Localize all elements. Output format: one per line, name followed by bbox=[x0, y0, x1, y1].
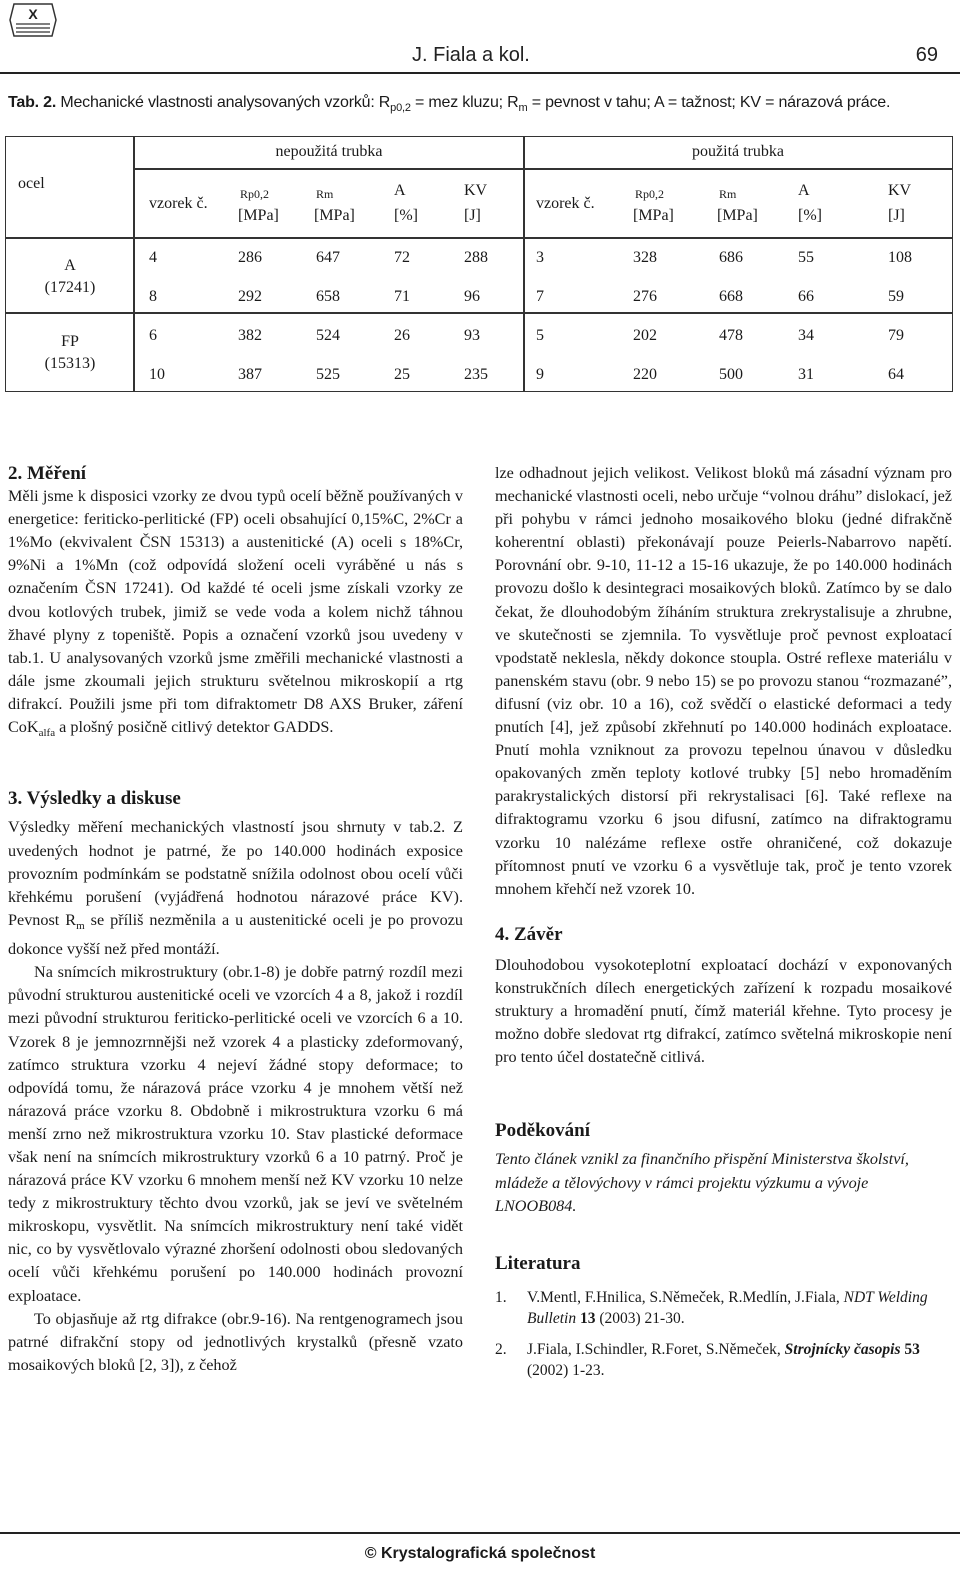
reference-journal: NDT Welding Bulletin bbox=[527, 1288, 928, 1327]
running-header bbox=[360, 44, 938, 68]
col-kv-unit: [J] bbox=[464, 207, 481, 224]
table-cell: 686 bbox=[719, 249, 743, 266]
table-cell: 96 bbox=[464, 288, 480, 305]
table-cell: 26 bbox=[394, 327, 410, 344]
table-cell: 286 bbox=[238, 249, 262, 266]
caption-part: = mez kluzu; R bbox=[410, 94, 519, 111]
svg-text:X: X bbox=[28, 6, 38, 22]
reference-pages: (2003) 21-30. bbox=[595, 1309, 685, 1327]
group-used-header: použitá trubka bbox=[692, 143, 784, 160]
reference-journal: Strojnícky časopis bbox=[784, 1340, 901, 1358]
text: se příliš nezměnila a u austenitické oceli je po provozu dokonce vyšší než před montáží. bbox=[8, 910, 463, 959]
section-2-title: 2. Měření bbox=[8, 463, 87, 484]
table-cell: 658 bbox=[316, 288, 340, 305]
table-divider bbox=[133, 137, 135, 391]
reference-number: 1. bbox=[495, 1288, 507, 1306]
col-a-unit: [%] bbox=[394, 207, 418, 224]
subscript: m bbox=[76, 920, 85, 933]
text: a plošný posičně citlivý detektor GADDS. bbox=[55, 718, 334, 737]
text: Výsledky měření mechanických vlastností jsou shrnuty v tab.2. Z uvedených hodnot je patrné, že po 140.000 hodinách exposice provozním podmínkám se podstatně snížila odolnost obou ocelí vůči křehkému porušení (vyjádřená hodnotou nárazové práce KV). Pevnost R bbox=[8, 818, 463, 929]
right-column bbox=[495, 462, 952, 1391]
table-cell: 10 bbox=[149, 366, 165, 383]
left-column bbox=[8, 462, 463, 1377]
caption-sub: m bbox=[518, 102, 528, 115]
table-caption bbox=[8, 94, 952, 114]
table-cell: 387 bbox=[238, 366, 262, 383]
literature-title: Literatura bbox=[495, 1252, 581, 1274]
table-cell: 59 bbox=[888, 288, 904, 305]
table-cell: 34 bbox=[798, 327, 814, 344]
col-kv-header-used: KV bbox=[888, 182, 912, 199]
caption-part: = pevnost v tahu; A = tažnost; KV = nárazová práce. bbox=[527, 94, 891, 111]
table-divider bbox=[523, 137, 525, 391]
acknowledgement-text: Tento článek vznikl za finančního přispění Ministerstva školství, mládeže a tělovýchovy v rámci projektu výzkumu a vývoje LNOOB084. bbox=[495, 1150, 909, 1215]
footer-rule bbox=[0, 1532, 960, 1534]
section-4-title: 4. Závěr bbox=[495, 923, 563, 945]
caption-sub: p0,2 bbox=[390, 102, 411, 115]
table-cell: 5 bbox=[536, 327, 544, 344]
reference-volume: 53 bbox=[900, 1340, 920, 1358]
table-cell: 288 bbox=[464, 249, 488, 266]
page-number: 69 bbox=[915, 44, 938, 66]
section-2-paragraph bbox=[8, 485, 463, 745]
table-cell: 79 bbox=[888, 327, 904, 344]
header-rule bbox=[0, 72, 960, 74]
col-rp-unit-used: [MPa] bbox=[633, 207, 674, 224]
reference-item bbox=[495, 1287, 952, 1329]
table-cell: 8 bbox=[149, 288, 157, 305]
running-header-authors: J. Fiala a kol. bbox=[412, 44, 530, 66]
col-steel-header: ocel bbox=[18, 175, 45, 192]
acknowledgement-title: Poděkování bbox=[495, 1120, 591, 1142]
steel-fp-name: FP bbox=[61, 333, 79, 350]
reference-volume: 13 bbox=[576, 1309, 596, 1327]
col-rp-unit: [MPa] bbox=[238, 207, 279, 224]
col-a-unit-used: [%] bbox=[798, 207, 822, 224]
table-cell: 4 bbox=[149, 249, 157, 266]
col-a-header: A bbox=[394, 182, 406, 199]
col-rp-header-used: Rp0,2 bbox=[635, 187, 665, 201]
col-rp-header: Rp0,2 bbox=[240, 187, 270, 201]
table-cell: 55 bbox=[798, 249, 814, 266]
col-rm-unit: [MPa] bbox=[314, 207, 355, 224]
caption-label: Tab. 2. bbox=[8, 94, 57, 111]
col-rm-header: Rm bbox=[316, 187, 334, 201]
steel-fp-code: (15313) bbox=[44, 355, 96, 372]
section-3-title: 3. Výsledky a diskuse bbox=[8, 788, 181, 810]
col-rm-header-used: Rm bbox=[719, 187, 737, 201]
col-sample-header: vzorek č. bbox=[149, 195, 208, 212]
reference-authors: J.Fiala, I.Schindler, R.Foret, S.Němeček, bbox=[527, 1340, 785, 1358]
caption-part: Mechanické vlastnosti analysovaných vzorků: R bbox=[56, 94, 391, 111]
col-a-header-used: A bbox=[798, 182, 810, 199]
table-cell: 7 bbox=[536, 288, 544, 305]
section-3-paragraph-2: Na snímcích mikrostruktury (obr.1-8) je dobře patrný rozdíl mezi původní strukturou austenitické oceli ve vzorcích 4 a 8, jakož i rozdíl mezi původní strukturou feriticko-perlitické oceli ve vzorcích 6 a 10. Vzorek 8 je jemnozrnnějši než vzorek 4 a plasticky zdeformovaný, zatímco struktura vzorku 4 nejeví žádné stopy deformace; to odpovídá tomu, že nárazová práce vzorku 4 je mnohem větší než nárazová práce vzorku 8. Obdobně i mikrostruktura vzorku 6 má menší zrno než mikrostruktura vzorku 10. Stav plastické deformace však není na snímcích mikrostruktury vzorků 6 a 10 patrný. Proč je nárazová práce KV vzorku 6 mnohem menší než KV vzorku 10 nelze tedy z mikrostruktury těchto dvou vzorků, jak se jeví ve světelném mikroskopu, vysvětlit. Na snímcích mikrostruktury není také vidět nic, co by vysvětlovalo výrazné zhoršení odolnosti obou sledovaných ocelí vůči křehkému porušení po 140.000 hodinách provozní exploatace. bbox=[8, 963, 463, 1305]
table-cell: 64 bbox=[888, 366, 904, 383]
table-cell: 3 bbox=[536, 249, 544, 266]
table-cell: 524 bbox=[316, 327, 340, 344]
reference-number: 2. bbox=[495, 1340, 507, 1358]
table-cell: 500 bbox=[719, 366, 743, 383]
reference-list bbox=[495, 1287, 952, 1381]
table-cell: 235 bbox=[464, 366, 488, 383]
col-rm-unit-used: [MPa] bbox=[717, 207, 758, 224]
text: Měli jsme k disposici vzorky ze dvou typů ocelí běžně používaných v energetice: feriticko-perlitické (FP) oceli obsahující 0,15%C, 2%Cr a 1%Mo (ekvivalent ČSN 15313) a austenitické (A) oceli s 18%Cr, 9%Ni a 1%Mn (což odpovídá složení oceli vyráběné u nás s označením ČSN 17241). Od každé té oceli jsme získali vzorky ze dvou kotlových trubek, jimiž se vede voda a kolem nichž táhnou žhavé plyny z topeniště. Popis a označení vzorků jsou uvedeny v tab.1. U analysovaných vzorků jsme změřili mechanické vlastnosti a dále jsme zkoumali jejich strukturu světelnou mikroskopií a rtg difrakcí. Použili jsme při tom difraktometr D8 AXS Bruker, záření CoK bbox=[8, 487, 463, 737]
table-cell: 220 bbox=[633, 366, 657, 383]
table-cell: 72 bbox=[394, 249, 410, 266]
col-sample-header-used: vzorek č. bbox=[536, 195, 595, 212]
table-cell: 478 bbox=[719, 327, 743, 344]
table-cell: 108 bbox=[888, 249, 912, 266]
group-unused-header: nepoužitá trubka bbox=[275, 143, 383, 160]
table-cell: 382 bbox=[238, 327, 262, 344]
footer-copyright: © Krystalografická společnost bbox=[364, 1545, 596, 1562]
section-3-paragraph-3: To objasňuje až rtg difrakce (obr.9-16). Na rentgenogramech jsou patrné difrakční stopy od jednotlivých krystalků (přesně vzato mosaikových bloků [2, 3]), z čehož bbox=[8, 1309, 463, 1374]
table-cell: 668 bbox=[719, 288, 743, 305]
table-cell: 525 bbox=[316, 366, 340, 383]
reference-item bbox=[495, 1339, 952, 1381]
table-cell: 292 bbox=[238, 288, 262, 305]
section-3-continued: lze odhadnout jejich velikost. Velikost bloků má zásadní význam pro mechanické vlastnosti oceli, nebo určuje “volnou dráhu” dislokací, jež při pohybu v rámci jednoho mosaikového bloku (jedné difrakčně koherentní oblasti) překonávají pouze Peierls-Nabarrovo napětí. Porovnání obr. 9-10, 11-12 a 15-16 ukazuje, že po 140.000 hodinách provozu došlo k desintegraci mosaikových bloků. Zatímco by se dalo čekat, že dlouhodobým žíháním struktura zrekrystalisuje a zhrubne, ve skutečnosti se zjemnila. To vysvětluje proč pevnost exploatací vpodstatě neklesla, někdy dokonce stoupla. Ostré reflexe materiálu v panenském stavu (obr. 9 nebo 15) se po provozu stanou “rozmazané”, difusní (viz obr. 10 a 16), což svědčí o elastické deformaci a tedy pnutích [4], jež způsobí zkřehnutí po 140.000 hodinách exploatace. Pnutí mohla vzniknout za provozu tepelnou únavou v důsledku opakovaných změn teploty kotlové trubky [5] nebo hromaděním parakrystalických distorsí při rekrystalisaci [6]. Také reflexe na difraktogramu vzorku 6 jsou difusní, zatímco na difraktogramu vzorku 10 nalézáme reflexe ostře ohraničené, což dokazuje přítomnost pnutí ve vzorku 6 a vysvětluje tak, proč je tento vzorek mnohem křehčí než vzorek 10. bbox=[495, 464, 952, 898]
col-kv-unit-used: [J] bbox=[888, 207, 905, 224]
table-cell: 202 bbox=[633, 327, 657, 344]
table-divider bbox=[6, 237, 952, 239]
table-cell: 93 bbox=[464, 327, 480, 344]
table-cell: 276 bbox=[633, 288, 657, 305]
section-3-paragraph-1 bbox=[8, 816, 463, 961]
reference-authors: V.Mentl, F.Hnilica, S.Němeček, R.Medlín, J.Fiala, bbox=[527, 1288, 844, 1306]
table-cell: 328 bbox=[633, 249, 657, 266]
steel-a-code: (17241) bbox=[44, 279, 96, 296]
subscript: alfa bbox=[38, 727, 56, 740]
table-cell: 647 bbox=[316, 249, 340, 266]
table-cell: 71 bbox=[394, 288, 410, 305]
journal-logo bbox=[8, 2, 58, 38]
table-cell: 9 bbox=[536, 366, 544, 383]
table-divider bbox=[133, 168, 952, 170]
table-cell: 6 bbox=[149, 327, 157, 344]
table-divider bbox=[6, 312, 952, 314]
table-cell: 66 bbox=[798, 288, 814, 305]
reference-pages: (2002) 1-23. bbox=[527, 1361, 605, 1379]
col-kv-header: KV bbox=[464, 182, 488, 199]
section-4-paragraph: Dlouhodobou vysokoteplotní exploatací dochází v exponovaných konstrukčních dílech energetických zařízení k rozpadu mosaikové struktury a hromadění pnutí, čímž materiál křehne. Tyto procesy je možno dobře sledovat rtg difrakcí, zatímco světelná mikroskopie není pro tento účel dostatečně citlivá. bbox=[495, 955, 952, 1067]
steel-a-name: A bbox=[64, 257, 76, 274]
table-cell: 31 bbox=[798, 366, 814, 383]
table-cell: 25 bbox=[394, 366, 410, 383]
mechanical-properties-table bbox=[5, 136, 953, 392]
